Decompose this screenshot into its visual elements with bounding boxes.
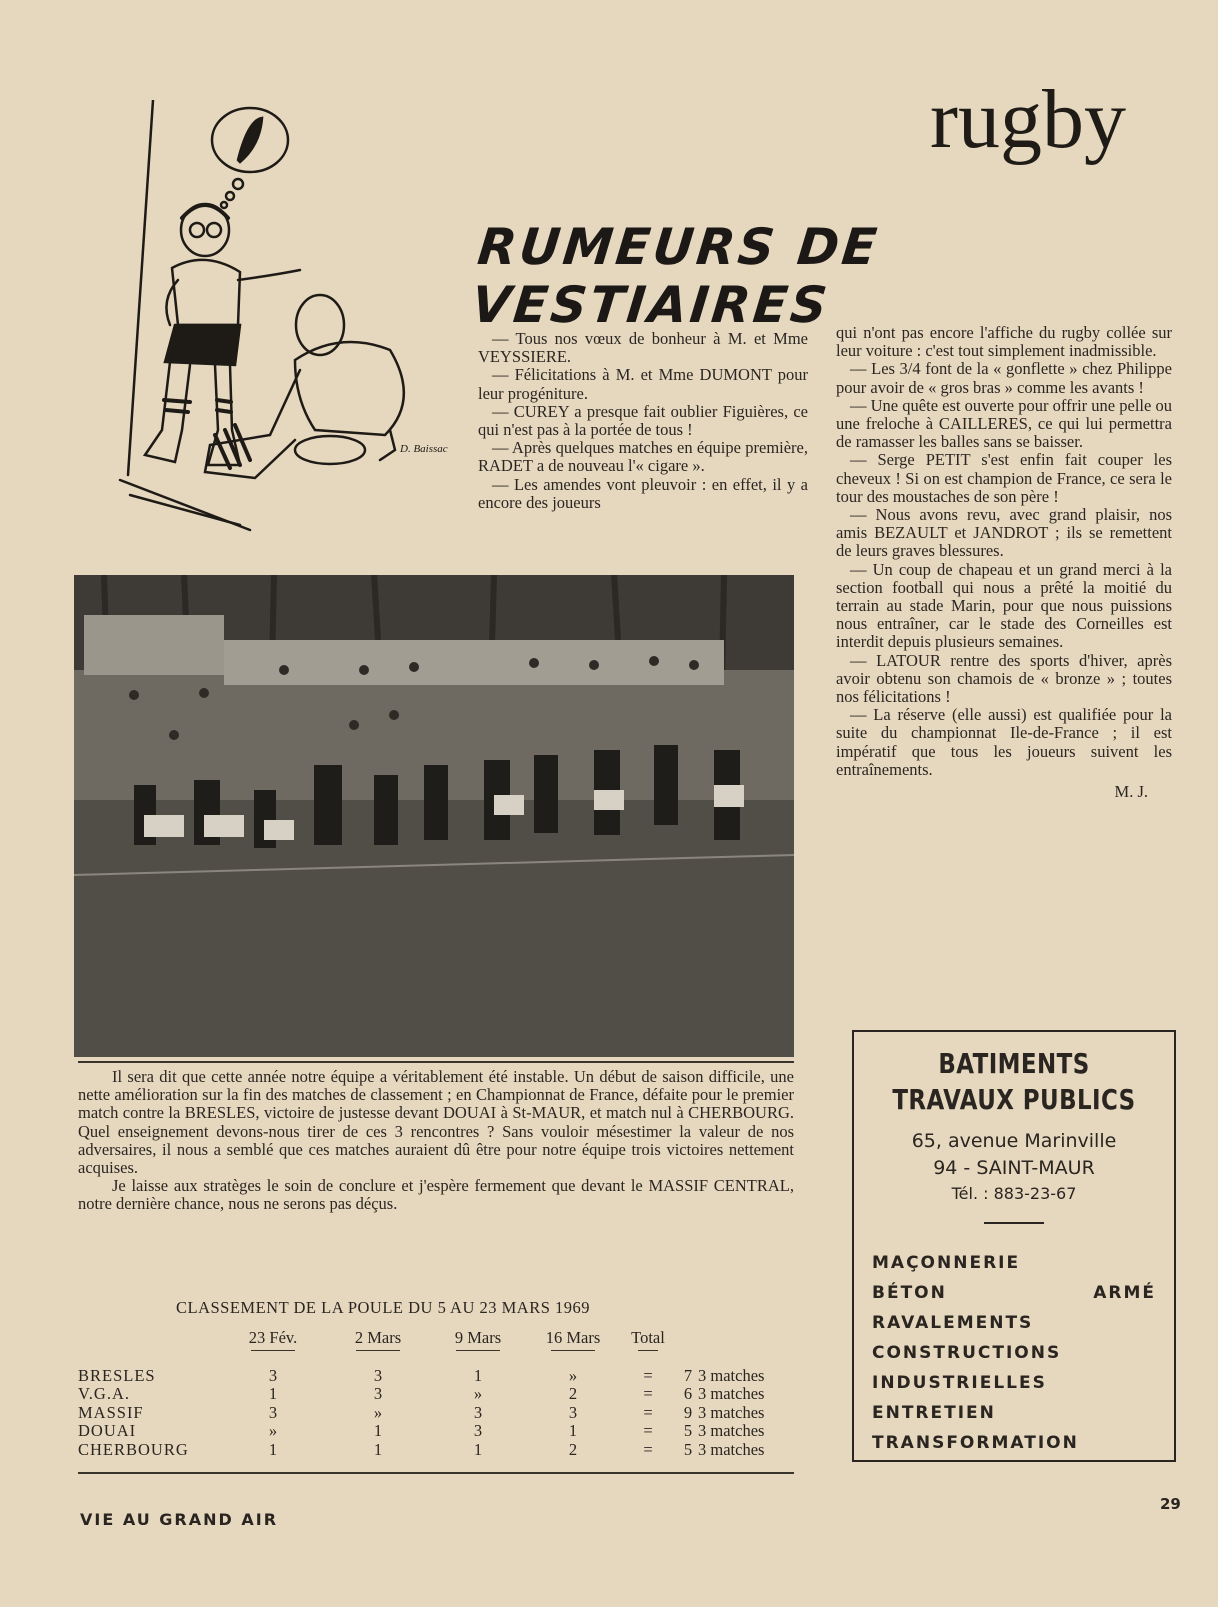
paragraph: — Nous avons revu, avec grand plaisir, nos amis BEZAULT et JANDROT ; ils se remettent de leurs graves blessures. bbox=[836, 505, 1172, 561]
ad-phone: Tél. : 883-23-67 bbox=[951, 1184, 1077, 1203]
paragraph: — Tous nos vœux de bonheur à M. et Mme VEYSSIERE. bbox=[478, 329, 808, 367]
ad-separator bbox=[984, 1222, 1044, 1224]
table-cell: 1 bbox=[373, 1421, 383, 1441]
paragraph: — Un coup de chapeau et un grand merci à la section football qui nous a prêté la moitié du terrain au stade Marin, pour que nous puissions nous entraîner, car le stade des Corneilles est interdit depuis plusieurs semaines. bbox=[836, 559, 1172, 652]
table-cell: 9 bbox=[683, 1402, 693, 1422]
col-header: 9 Mars bbox=[428, 1328, 528, 1367]
table-cell: 1 bbox=[473, 1439, 483, 1459]
service-item: BÉTON ARMÉ bbox=[872, 1283, 1156, 1303]
section-title: rugby bbox=[930, 73, 1126, 166]
col-header: 2 Mars bbox=[328, 1328, 428, 1367]
divider bbox=[78, 1061, 794, 1063]
table-cell: 3 bbox=[268, 1402, 278, 1422]
table-cell: = bbox=[643, 1439, 653, 1459]
column-a bbox=[478, 330, 808, 512]
ad-address: 65, avenue Marinville bbox=[911, 1130, 1117, 1152]
paragraph: — Félicitations à M. et Mme DUMONT pour leur progéniture. bbox=[478, 365, 808, 403]
table-cell: 1 bbox=[268, 1384, 278, 1404]
paragraph: — Après quelques matches en équipe première, RADET a de nouveau l'« cigare ». bbox=[478, 438, 808, 476]
table-cell: 3 matches bbox=[698, 1366, 765, 1385]
table-cell: 6 bbox=[683, 1384, 693, 1404]
ad-services bbox=[854, 1248, 1174, 1458]
magazine-name: VIE AU GRAND AIR bbox=[80, 1510, 279, 1529]
paragraph: Je laisse aux stratèges le soin de conclure et j'espère fermement que devant le MASSIF CENTRAL, notre dernière chance, nous ne serons pas déçus. bbox=[78, 1176, 794, 1214]
table-cell: 5 bbox=[683, 1421, 693, 1441]
service-item: MAÇONNERIE bbox=[872, 1253, 1021, 1273]
team-name: V.G.A. bbox=[78, 1384, 130, 1404]
paragraph: Il sera dit que cette année notre équipe a véritablement été instable. Un début de saison difficile, une nette amélioration sur la fin des matches de classement ; en Championnat de France, défaite pour le premier match contre la BRESLES, victoire de justesse devant DOUAI à St-MAUR, et match nul à CHERBOURG. Quel enseignement devons-nous tirer de ces 3 rencontres ? Sans vouloir mésestimer la valeur de nos adversaires, il nous a semblé que ces matches auraient dû être pour notre équipe trois victoires nettement acquises. bbox=[78, 1067, 794, 1178]
service-item: TRANSFORMATION bbox=[872, 1433, 1079, 1453]
paragraph: — Serge PETIT s'est enfin fait couper les cheveux ! Si on est champion de France, ce sera le tour des moustaches de son père ! bbox=[836, 450, 1172, 506]
table-cell: = bbox=[643, 1402, 653, 1422]
table-cell: 1 bbox=[568, 1421, 578, 1441]
photo-scene bbox=[74, 575, 794, 1057]
table-row bbox=[78, 1404, 798, 1422]
col-header: 23 Fév. bbox=[218, 1328, 328, 1367]
table-cell: » bbox=[373, 1402, 383, 1422]
service-item: CONSTRUCTIONS bbox=[872, 1343, 1062, 1363]
paragraph: — Les amendes vont pleuvoir : en effet, il y a encore des joueurs bbox=[478, 474, 808, 512]
table-cell: » bbox=[473, 1384, 483, 1404]
table-cell: » bbox=[268, 1421, 278, 1441]
table-cell: 2 bbox=[568, 1384, 578, 1404]
table-cell: 1 bbox=[268, 1439, 278, 1459]
col-header bbox=[78, 1328, 218, 1367]
table-title: CLASSEMENT DE LA POULE DU 5 AU 23 MARS 1969 bbox=[176, 1298, 591, 1317]
table-cell: 1 bbox=[373, 1439, 383, 1459]
table-cell: » bbox=[568, 1366, 578, 1385]
table-cell: 3 matches bbox=[698, 1384, 765, 1404]
page-number: 29 bbox=[1160, 1495, 1181, 1513]
paragraph: — La réserve (elle aussi) est qualifiée pour la suite du championnat Ile-de-France ; il est impératif que tous les joueurs suivent les entraînements. bbox=[836, 705, 1172, 779]
table-cell: 3 matches bbox=[698, 1421, 765, 1441]
table-cell: 7 bbox=[683, 1366, 693, 1385]
col-header bbox=[698, 1328, 798, 1367]
table-cell: 3 matches bbox=[698, 1402, 765, 1422]
author-signature: M. J. bbox=[1114, 782, 1148, 802]
service-item: INDUSTRIELLES bbox=[872, 1373, 1047, 1393]
table-cell: 3 bbox=[473, 1421, 483, 1441]
table-row bbox=[78, 1441, 798, 1459]
column-b bbox=[836, 324, 1172, 801]
table-row bbox=[78, 1367, 798, 1385]
cartoon-signature: D. Baissac bbox=[400, 443, 448, 455]
table-cell: = bbox=[643, 1384, 653, 1404]
table-row bbox=[78, 1385, 798, 1403]
paragraph: — Les 3/4 font de la « gonflette » chez Philippe pour avoir de « gros bras » comme les avants ! bbox=[836, 359, 1172, 397]
table-cell: 3 bbox=[373, 1366, 383, 1385]
team-name: DOUAI bbox=[78, 1421, 137, 1441]
table-header-row bbox=[78, 1328, 798, 1367]
table-cell: 2 bbox=[568, 1439, 578, 1459]
table-cell: 3 bbox=[473, 1402, 483, 1422]
headline: RUMEURS DE VESTIAIRES bbox=[468, 218, 883, 334]
col-header: Total bbox=[618, 1328, 678, 1367]
team-name: CHERBOURG bbox=[78, 1439, 189, 1459]
divider bbox=[78, 1472, 794, 1474]
table-cell: 3 bbox=[373, 1384, 383, 1404]
article-body bbox=[78, 1068, 794, 1214]
table-cell: = bbox=[643, 1366, 653, 1385]
service-item: ENTRETIEN bbox=[872, 1403, 996, 1423]
paragraph: — CUREY a presque fait oublier Figuières, ce qui n'est pas à la portée de tous ! bbox=[478, 401, 808, 440]
table-cell: 3 matches bbox=[698, 1439, 765, 1459]
team-name: BRESLES bbox=[78, 1366, 156, 1385]
table-cell: 3 bbox=[268, 1366, 278, 1385]
match-photo bbox=[74, 575, 794, 1057]
cartoon-illustration bbox=[90, 100, 460, 545]
table-cell: 1 bbox=[473, 1366, 483, 1385]
advertisement-box bbox=[852, 1030, 1176, 1462]
ad-heading: BATIMENTS bbox=[938, 1047, 1090, 1080]
paragraph: qui n'ont pas encore l'affiche du rugby collée sur leur voiture : c'est tout simplement inadmissible. bbox=[836, 323, 1172, 361]
table-row bbox=[78, 1422, 798, 1440]
table-cell: 5 bbox=[683, 1439, 693, 1459]
ad-heading: TRAVAUX PUBLICS bbox=[892, 1083, 1136, 1116]
paragraph: — LATOUR rentre des sports d'hiver, après avoir obtenu son chamois de « bronze » ; toutes nos félicitations ! bbox=[836, 650, 1172, 707]
table-cell: = bbox=[643, 1421, 653, 1441]
standings-table bbox=[78, 1328, 798, 1459]
ad-city: 94 - SAINT-MAUR bbox=[933, 1157, 1095, 1179]
col-header bbox=[678, 1328, 698, 1367]
table-cell: 3 bbox=[568, 1402, 578, 1422]
col-header: 16 Mars bbox=[528, 1328, 618, 1367]
service-item: RAVALEMENTS bbox=[872, 1313, 1034, 1333]
paragraph: — Une quête est ouverte pour offrir une pelle ou une freloche à CAILLERES, ce qui lui permettra de ramasser les balles sans se baisser. bbox=[836, 395, 1172, 452]
team-name: MASSIF bbox=[78, 1402, 144, 1422]
